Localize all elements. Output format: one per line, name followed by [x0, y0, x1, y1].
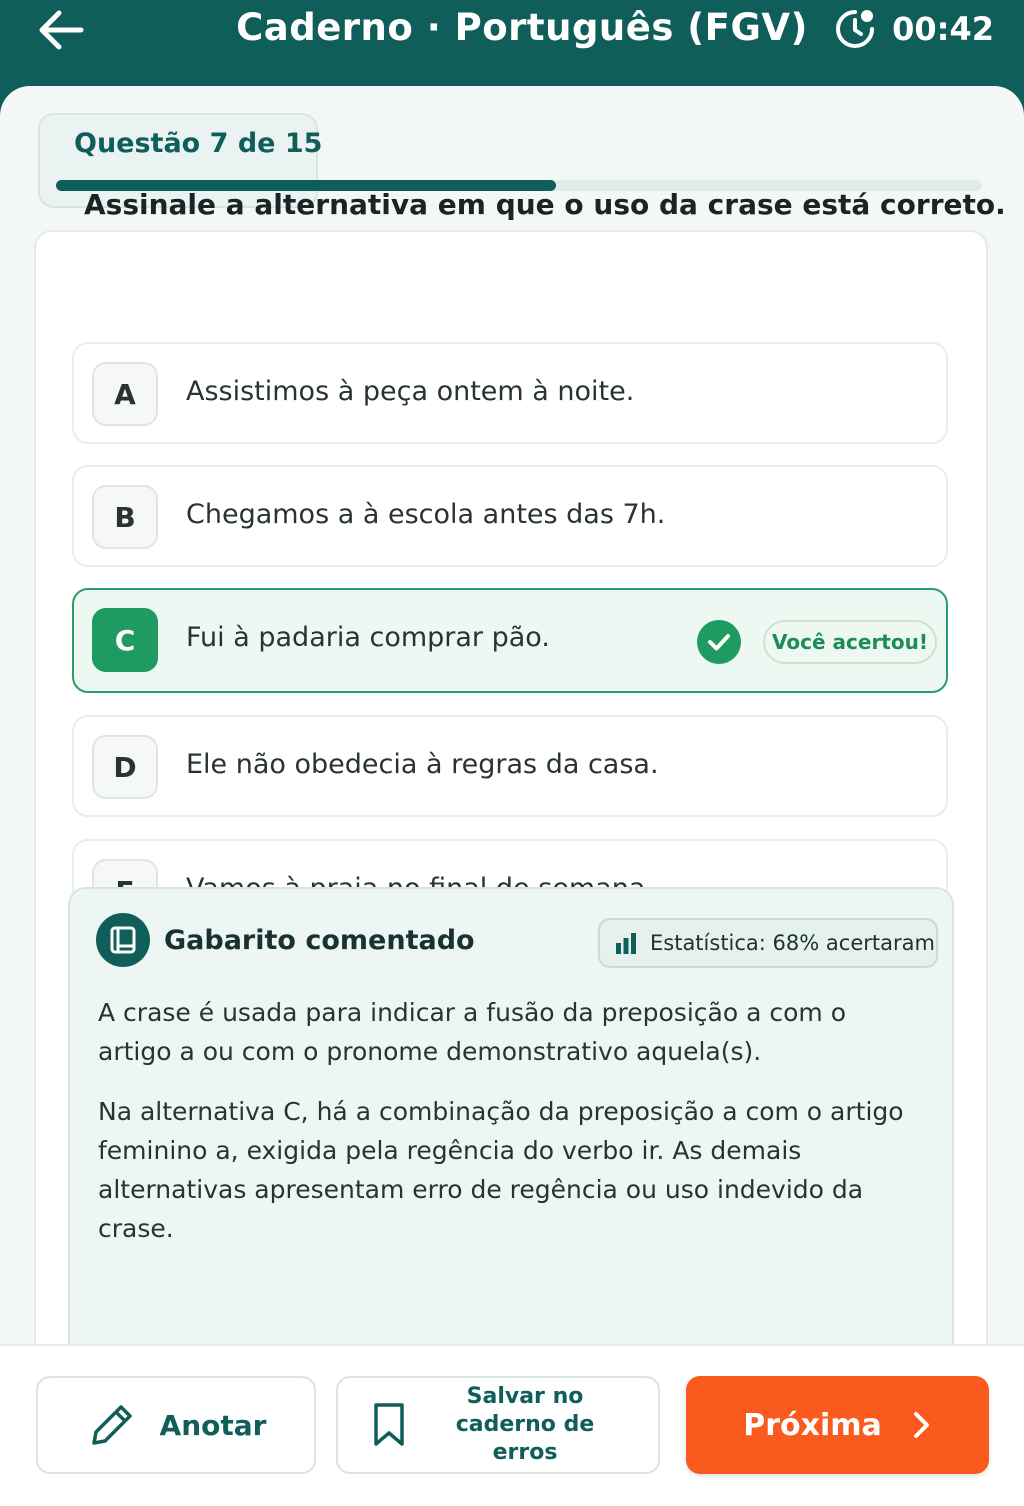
app-header: [0, 0, 1024, 100]
book-icon: [96, 913, 150, 967]
option-letter: A: [92, 362, 158, 426]
bookmark-icon: [371, 1401, 407, 1449]
timer: [834, 6, 994, 52]
option-text: Chegamos a à escola antes das 7h.: [186, 499, 666, 530]
explanation-title: Gabarito comentado: [164, 925, 475, 956]
next-button[interactable]: [686, 1376, 989, 1474]
option-text: Ele não obedecia à regras da casa.: [186, 749, 659, 780]
explanation-paragraph: Na alternativa C, há a combinação da preposição a com o artigo feminino a, exigida pela regência do verbo ir. As demais alternativas apresentam erro de regência ou uso indevido da crase.: [98, 1097, 904, 1243]
question-counter: Questão 7 de 15: [74, 128, 323, 159]
page-title: Caderno · Português (FGV): [236, 6, 808, 49]
bar-chart-icon: [614, 931, 638, 955]
pencil-icon: [86, 1399, 138, 1451]
timer-icon: [834, 8, 876, 50]
save-label: Salvar no caderno de erros: [455, 1384, 595, 1465]
option-d[interactable]: [72, 715, 948, 817]
timer-value: 00:42: [892, 10, 994, 48]
statistics-text: Estatística: 68% acertaram: [650, 931, 935, 955]
annotate-label: Anotar: [159, 1408, 267, 1442]
option-letter: C: [92, 608, 158, 672]
option-c[interactable]: [72, 588, 948, 693]
answer-explanation: [68, 887, 954, 1387]
option-text: Fui à padaria comprar pão.: [186, 622, 550, 653]
option-b[interactable]: [72, 465, 948, 567]
option-a[interactable]: [72, 342, 948, 444]
save-to-error-notebook-button[interactable]: [336, 1376, 660, 1474]
explanation-paragraph: A crase é usada para indicar a fusão da preposição a com o artigo a ou com o pronome demonstrativo aquela(s).: [98, 998, 846, 1066]
statistics-badge[interactable]: [598, 918, 938, 968]
option-text: Assistimos à peça ontem à noite.: [186, 376, 635, 407]
option-letter: B: [92, 485, 158, 549]
chevron-right-icon: [912, 1410, 932, 1440]
annotate-button[interactable]: [36, 1376, 316, 1474]
checkmark-icon: [697, 620, 741, 664]
option-letter: D: [92, 735, 158, 799]
question-text: Assinale a alternativa em que o uso da crase está correto.: [84, 188, 1006, 221]
next-label: Próxima: [743, 1407, 882, 1443]
correct-answer-badge: Você acertou!: [763, 620, 937, 664]
bottom-action-bar: [0, 1344, 1024, 1506]
